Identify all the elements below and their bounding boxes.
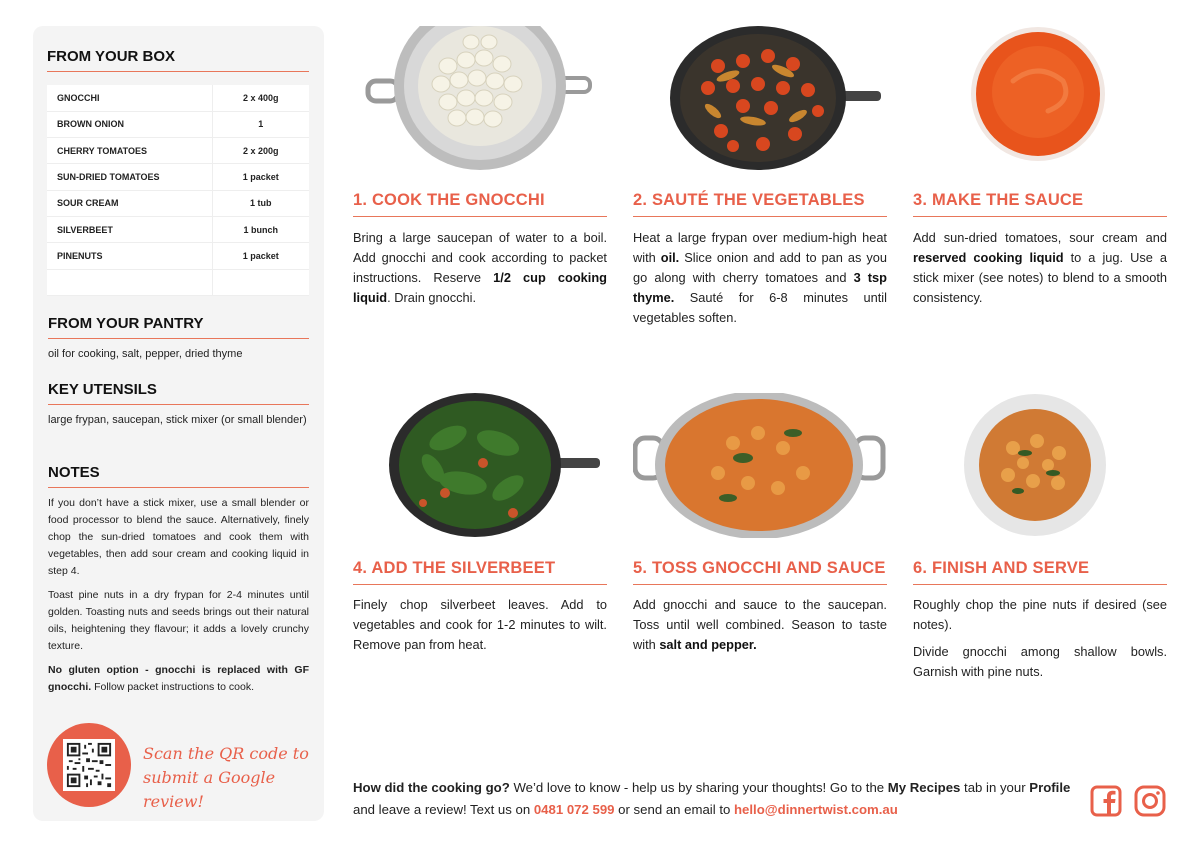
ingredient-name: PINENUTS: [47, 243, 212, 269]
utensils-text: large frypan, saucepan, stick mixer (or small blender): [48, 414, 307, 426]
step-title: 4. ADD THE SILVERBEET: [353, 559, 607, 585]
instagram-icon[interactable]: [1134, 785, 1166, 817]
silverbeet-pan-image: [353, 393, 607, 538]
review-footer: How did the cooking go? We’d love to know - help us by sharing your thoughts! Go to the My Recipes tab in your Profile and leave a review! Text us on 0481 072 599 or send an email to hello@dinnertwist.com.au: [353, 780, 1071, 817]
utensils-section: [48, 381, 309, 429]
footer-question: How did the cooking go?: [353, 780, 510, 795]
ingredient-qty: 2 x 400g: [212, 85, 309, 111]
my-recipes-link[interactable]: My Recipes: [887, 780, 961, 795]
ingredient-name: GNOCCHI: [47, 85, 212, 111]
ingredient-name: SOUR CREAM: [47, 190, 212, 216]
note-bold: No gluten option - gnocchi is replaced with GF gnocchi.: [48, 664, 309, 693]
gnocchi-sauce-pan-image: [633, 393, 887, 538]
empty-cell: [212, 269, 309, 295]
ingredient-name: SILVERBEET: [47, 216, 212, 242]
email-link[interactable]: hello@dinnertwist.com.au: [734, 802, 898, 817]
empty-cell: [47, 269, 212, 295]
table-row: [47, 85, 309, 111]
step-title: 5. TOSS GNOCCHI AND SAUCE: [633, 559, 887, 585]
ingredient-qty: 1: [212, 111, 309, 137]
profile-link[interactable]: Profile: [1029, 780, 1071, 795]
qr-code-icon[interactable]: [63, 739, 115, 791]
step-title: 2. SAUTÉ THE VEGETABLES: [633, 191, 887, 217]
utensils-heading: KEY UTENSILS: [48, 381, 309, 405]
ingredient-qty: 1 bunch: [212, 216, 309, 242]
note-paragraph: Toast pine nuts in a dry frypan for 2-4 minutes until golden. Toasting nuts and seeds brings out their natural oils, heightening they flavour; it adds a lovely crunchy texture.: [48, 589, 309, 652]
pantry-section: [48, 315, 309, 363]
pantry-text: oil for cooking, salt, pepper, dried thyme: [48, 348, 243, 360]
finished-bowl-image: [913, 393, 1167, 538]
qr-review-text: Scan the QR code to submit a Google review!: [143, 744, 309, 811]
step-title: 6. FINISH AND SERVE: [913, 559, 1167, 585]
ingredient-name: CHERRY TOMATOES: [47, 138, 212, 164]
ingredient-qty: 2 x 200g: [212, 138, 309, 164]
step-title: 3. MAKE THE SAUCE: [913, 191, 1167, 217]
ingredient-name: SUN-DRIED TOMATOES: [47, 164, 212, 190]
step-paragraph: Roughly chop the pine nuts if desired (see notes).: [913, 597, 1167, 632]
ingredient-qty: 1 packet: [212, 164, 309, 190]
step-title: 1. COOK THE GNOCCHI: [353, 191, 607, 217]
table-row: [47, 190, 309, 216]
notes-section: [48, 464, 309, 696]
tomato-sauce-image: [913, 26, 1167, 171]
gnocchi-colander-image: [353, 26, 607, 171]
table-row: [47, 269, 309, 295]
table-row: [47, 138, 309, 164]
step-text: Finely chop silverbeet leaves. Add to vegetables and cook for 1-2 minutes to wilt. Remove pan from heat.: [353, 597, 607, 652]
step-text: Bring a large saucepan of water to a boil. Add gnocchi and cook according to packet instructions. Reserve 1/2 cup cooking liquid. Drain gnocchi.: [353, 230, 607, 305]
ingredient-qty: 1 packet: [212, 243, 309, 269]
phone-number-link[interactable]: 0481 072 599: [533, 802, 615, 817]
table-row: [47, 216, 309, 242]
note-text: Follow packet instructions to cook.: [91, 681, 254, 693]
note-paragraph: If you don’t have a stick mixer, use a small blender or food processor to blend the sauce. Alternatively, finely chop the sun-dried tomatoes and cook them with vegetables, then add sour cream and cooking liquid in step 4.: [48, 497, 309, 577]
pantry-heading: FROM YOUR PANTRY: [48, 315, 309, 339]
from-your-box-heading: FROM YOUR BOX: [47, 48, 309, 72]
step-text: Heat a large frypan over medium-high heat with oil. Slice onion and add to pan as you go along with cherry tomatoes and 3 tsp thyme. Sauté for 6-8 minutes until vegetables soften.: [633, 230, 888, 325]
sidebar: [33, 26, 324, 821]
table-row: [47, 243, 309, 269]
frypan-vegetables-image: [633, 26, 887, 171]
step-text: Add sun-dried tomatoes, sour cream and reserved cooking liquid to a jug. Use a stick mixer (see notes) to blend to a smooth consistency.: [913, 230, 1167, 305]
notes-heading: NOTES: [48, 464, 309, 488]
table-row: [47, 164, 309, 190]
step-text: [913, 595, 1167, 682]
facebook-icon[interactable]: [1090, 785, 1122, 817]
step-paragraph: Divide gnocchi among shallow bowls. Garnish with pine nuts.: [913, 644, 1167, 679]
ingredients-table: [47, 85, 309, 296]
note-paragraph: [48, 662, 309, 696]
step-text: Add gnocchi and sauce to the saucepan. Toss until well combined. Season to taste with salt and pepper.: [633, 597, 887, 652]
ingredient-name: BROWN ONION: [47, 111, 212, 137]
ingredient-qty: 1 tub: [212, 190, 309, 216]
table-row: [47, 111, 309, 137]
qr-badge: [47, 723, 131, 807]
